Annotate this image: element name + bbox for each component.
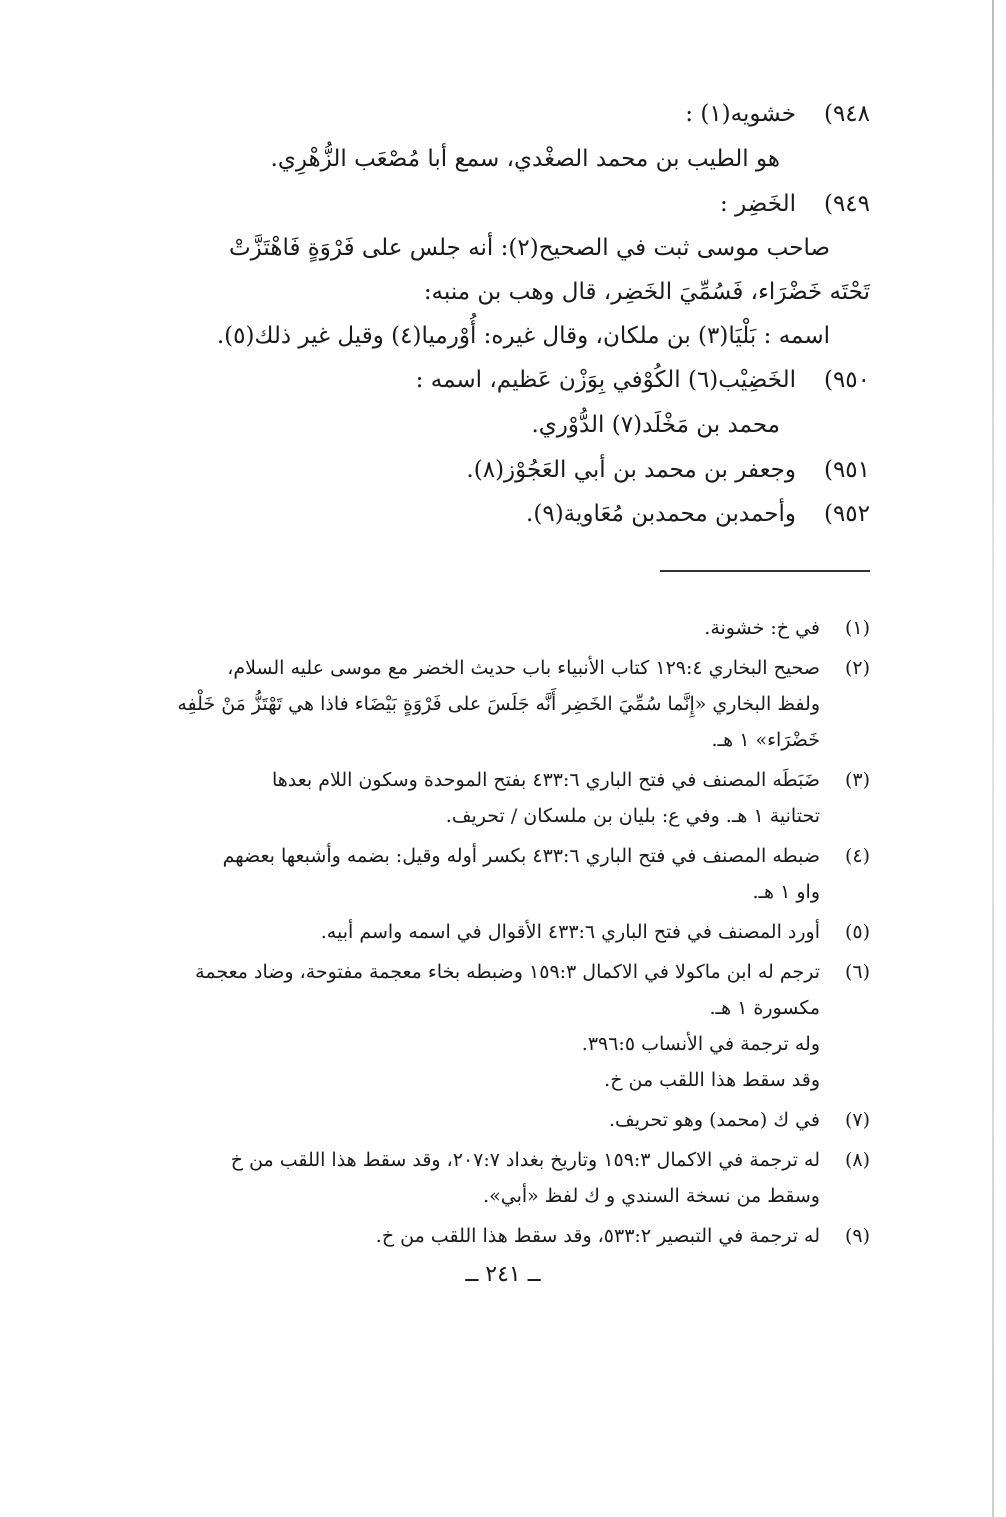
entry-949-line-1: صاحب موسى ثبت في الصحيح(٢): أنه جلس على فَرْوَةٍ فَاهْتَزَّتْ (229, 235, 830, 261)
entry-951 (130, 448, 870, 492)
entry-952 (130, 492, 870, 536)
book-page (130, 92, 870, 1254)
entry-number: ٩٥١) (823, 457, 870, 483)
entry-number: ٩٥٠) (823, 367, 870, 393)
footnote-number: (١) (844, 617, 870, 639)
footnote-number: (٤) (844, 845, 870, 867)
footnote-line: ضبطه المصنف في فتح الباري ٤٣٣:٦ بكسر أوله وقيل: بضمه وأشبعها بعضهم (222, 845, 820, 867)
footnote-line: خَضْرَاء» ١ هـ. (711, 729, 820, 751)
footnote-1 (130, 610, 870, 646)
footnote-2 (130, 650, 870, 758)
entry-heading: خشويه(١) : (685, 101, 796, 127)
entry-number: ٩٤٩) (823, 191, 870, 217)
footnote-number: (٨) (844, 1149, 870, 1171)
footnote-number: (٧) (844, 1109, 870, 1131)
footnote-line: ترجم له ابن ماكولا في الاكمال ١٥٩:٣ وضبطه بخاء معجمة مفتوحة، وضاد معجمة (195, 961, 820, 983)
footnote-9 (130, 1218, 870, 1254)
footnote-6 (130, 954, 870, 1098)
footnote-7 (130, 1102, 870, 1138)
footnote-line: مكسورة ١ هـ. (709, 997, 820, 1019)
footnote-text: له ترجمة في التبصير ٥٣٣:٢، وقد سقط هذا اللقب من خ. (375, 1225, 820, 1247)
footnote-line: صحيح البخاري ١٢٩:٤ كتاب الأنبياء باب حديث الخضر مع موسى عليه السلام، (227, 657, 820, 679)
entry-949-line-3: اسمه : بَلْيَا(٣) بن ملكان، وقال غيره: أُوْرميا(٤) وقيل غير ذلك(٥). (216, 323, 830, 349)
entry-heading: الخَضِر : (720, 191, 796, 217)
footnote-number: (٣) (844, 769, 870, 791)
footnote-number: (٢) (844, 657, 870, 679)
footnote-separator-wrap (130, 570, 870, 600)
footnote-line: وله ترجمة في الأنساب ٣٩٦:٥. (581, 1033, 820, 1055)
entry-950-text: محمد بن مَخْلَد(٧) الدُّوْري. (531, 412, 780, 438)
footnote-line: ضَبَطَه المصنف في فتح الباري ٤٣٣:٦ بفتح الموحدة وسكون اللام بعدها (271, 769, 820, 791)
main-text (130, 92, 870, 536)
entry-text: وجعفر بن محمد بن أبي العَجُوْز(٨). (466, 457, 796, 483)
scan-edge-line (992, 0, 994, 1517)
footnote-5 (130, 914, 870, 950)
footnote-text: في ك (محمد) وهو تحريف. (608, 1109, 820, 1131)
footnote-line: ولفظ البخاري «إِنَّما سُمِّيَ الخَضِر أَنَّه جَلَسَ على فَرْوَةٍ بَيْضَاء فاذا هي تَهْتَزُّ مَنْ خَلْفِه (177, 693, 820, 715)
footnotes (130, 610, 870, 1254)
footnote-line: تحتانية ١ هـ. وفي ع: بليان بن ملسكان / تحريف. (445, 805, 820, 827)
footnote-text: في خ: خشونة. (704, 617, 820, 639)
entry-text: وأحمدبن محمدبن مُعَاوية(٩). (526, 501, 796, 527)
footnote-line: وقد سقط هذا اللقب من خ. (604, 1069, 820, 1091)
page-number: ــ ٢٤١ ــ (465, 1262, 541, 1287)
footnote-3 (130, 762, 870, 834)
entry-950-heading (130, 358, 870, 402)
footnote-number: (٩) (844, 1225, 870, 1247)
footnote-number: (٥) (844, 921, 870, 943)
entry-number: ٩٤٨) (823, 101, 870, 127)
footnote-line: واو ١ هـ. (752, 881, 820, 903)
entry-number: ٩٥٢) (823, 501, 870, 527)
footnote-line: له ترجمة في الاكمال ١٥٩:٣ وتاريخ بغداد ٢٠٧:٧، وقد سقط هذا اللقب من خ (230, 1149, 820, 1171)
entry-948-text: هو الطيب بن محمد الصغْدي، سمع أبا مُصْعَب الزُّهْرِي. (270, 146, 780, 172)
footnote-line: وسقط من نسخة السندي و ك لفظ «أبي». (483, 1185, 820, 1207)
entry-heading: الخَضِيْب(٦) الكُوْفي بِوَزْن عَظيم، اسمه : (415, 367, 796, 393)
footnote-8 (130, 1142, 870, 1214)
footnote-4 (130, 838, 870, 910)
entry-949-heading (130, 182, 870, 226)
entry-949-line-2: تَحْتَه خَضْرَاء، فَسُمِّيَ الخَضِر، قال وهب بن منبه: (423, 279, 870, 305)
footnote-separator (660, 570, 870, 572)
footnote-number: (٦) (844, 961, 870, 983)
footnote-text: أورد المصنف في فتح الباري ٤٣٣:٦ الأقوال في اسمه واسم أبيه. (320, 921, 820, 943)
entry-948-heading (130, 92, 870, 136)
